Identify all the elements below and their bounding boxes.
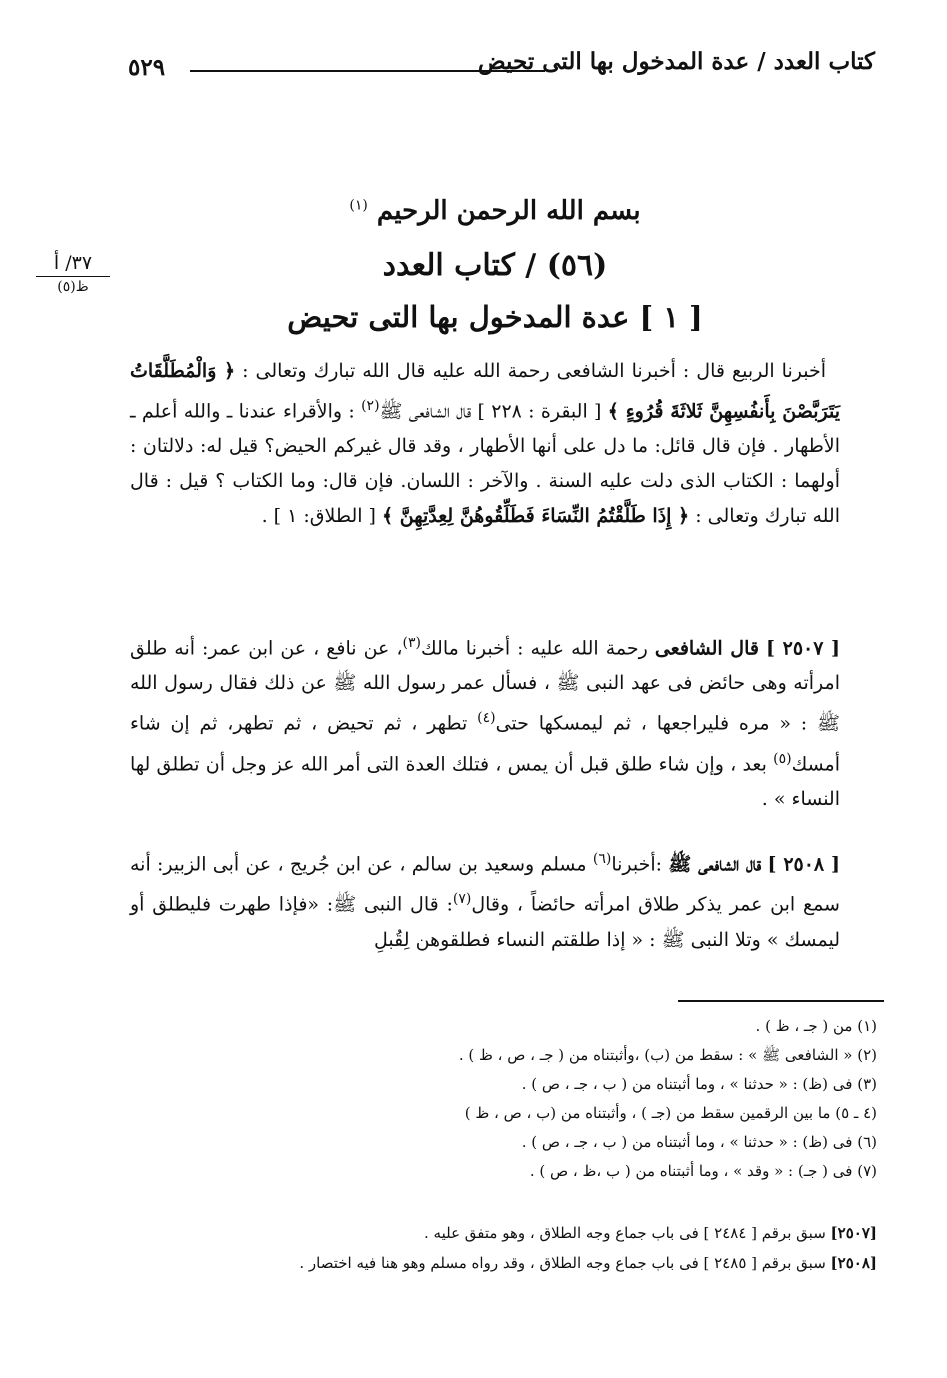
text-span: [ الطلاق: ١ ] . xyxy=(261,505,376,528)
footnote-marker: (٦) xyxy=(592,851,612,867)
manuscript-siglum: ظ(٥) xyxy=(57,279,89,295)
book-title: (٥٦) / كتاب العدد xyxy=(382,248,608,283)
text-span: رحمة الله عليه : أخبرنا مالك xyxy=(421,637,648,660)
narrator-lead: قال الشافعى xyxy=(654,637,759,660)
reference-text: سبق برقم [ ٢٤٨٥ ] فى باب جماع وجه الطلاق ، وقد رواه مسلم وهو هنا فيه اختصار . xyxy=(299,1254,826,1272)
footnote-item: (٢) « الشافعى ﷺ » : سقط من (ب) ،وأثبتناه من ( جـ ، ص ، ظ ) . xyxy=(458,1046,877,1064)
text-span: [ البقرة : ٢٢٨ ] قال الشافعى ﷺ xyxy=(379,400,602,423)
footnote-item: (٤ ـ ٥) ما بين الرقمين سقط من (جـ ) ، وأثبتناه من (ب ، ص ، ظ ) xyxy=(464,1104,877,1122)
reference-text: سبق برقم [ ٢٤٨٤ ] فى باب جماع وجه الطلاق ، وهو متفق عليه . xyxy=(424,1224,826,1242)
hadith-2508 xyxy=(130,842,840,958)
reference-tag: [٢٥٠٨] xyxy=(830,1254,877,1272)
text-span: : قال النبى ﷺ: «فإذا طهرت فليطلق أو ليمسك » وتلا النبى ﷺ : « إذا طلقتم النساء فطلقوهن لِقُبلِ xyxy=(130,893,840,951)
text-span: : والأقراء عندنا ـ والله أعلم ـ الأطهار . فإن قال قائل: ما دل على أنها الأطهار ، وقد قال غيركم الحيض؟ قيل له: دلالتان : أولهما : الكتاب الذى دلت عليه السنة . والآخر : اللسان. فإن قال: وما الكتاب ؟ قيل : قال الله تبارك وتعالى : xyxy=(130,400,840,528)
page-number: ٥٢٩ xyxy=(128,54,166,81)
footnote-item: (٣) فى (ظ) : « حدثنا » ، وما أثبتناه من ( ب ، جـ ، ص ) . xyxy=(521,1075,877,1093)
footnote-rule xyxy=(678,1000,884,1002)
basmala-text: بسم الله الرحمن الرحيم xyxy=(376,196,641,226)
basmala-heading xyxy=(200,196,790,226)
hadith-2507 xyxy=(130,626,840,817)
quran-verse: ﴿ وَالْمُطَلَّقَاتُ يَتَرَبَّصْنَ بِأَنفُسِهِنَّ ثَلاثَةَ قُرُوءٍ ﴾ xyxy=(130,360,840,423)
reference-item xyxy=(200,1218,877,1248)
text-span: أخبرنا الربيع قال : أخبرنا الشافعى رحمة الله عليه قال الله تبارك وتعالى : xyxy=(242,360,826,382)
text-span: مسلم وسعيد بن سالم ، عن ابن جُريج ، عن أبى الزبير: أنه سمع ابن عمر يذكر طلاق امرأته حائضاً ، وقال xyxy=(130,853,840,916)
footnote-marker: (١) xyxy=(349,197,368,214)
margin-manuscript-note xyxy=(36,252,110,295)
quran-verse: ﴿ إِذَا طَلَّقْتُمُ النِّسَاءَ فَطَلِّقُوهُنَّ لِعِدَّتِهِنَّ ﴾ xyxy=(382,505,690,528)
footnotes-list xyxy=(330,1012,877,1186)
references-list xyxy=(200,1218,877,1278)
text-span: :أخبرنا xyxy=(611,853,663,876)
intro-paragraph xyxy=(130,354,840,534)
reference-tag: [٢٥٠٧] xyxy=(830,1224,877,1242)
narrator-lead: قال الشافعى ﷺ xyxy=(668,853,762,876)
hadith-number: [ ٢٥٠٨ ] xyxy=(767,853,840,876)
footnote-item: (٦) فى (ظ) : « حدثنا » ، وما أثبتناه من ( ب ، جـ ، ص ) . xyxy=(521,1133,877,1151)
text-span: تطهر ، ثم تحيض ، ثم تطهر، ثم إن شاء أمسك xyxy=(130,712,840,775)
footnote-marker: (٧) xyxy=(452,891,472,908)
footnote-marker: (٤) xyxy=(477,710,496,727)
reference-item xyxy=(200,1248,877,1278)
text-span: بعد ، وإن شاء طلق قبل أن يمس ، فتلك العدة التى أمر الله عز وجل أن تطلق لها النساء » . xyxy=(130,752,840,810)
footnote-item: (٧) فى ( جـ) : « وقد » ، وما أثبتناه من ( ب ،ظ ، ص ) . xyxy=(529,1162,877,1180)
footnote-marker: (٢) xyxy=(361,398,380,414)
section-title: [ ١ ] عدة المدخول بها التى تحيض xyxy=(287,300,703,334)
running-header-title: كتاب العدد / عدة المدخول بها التى تحيض xyxy=(477,48,875,75)
text-span: ، عن نافع ، عن ابن عمر: أنه طلق امرأته وهى حائض فى عهد النبى ﷺ ، فسأل عمر رسول الله ﷺ عن ذلك فقال رسول الله ﷺ : « مره فليراجعها ، ثم ليمسكها حتى xyxy=(130,637,840,735)
header-rule xyxy=(190,70,545,72)
folio-reference: ٣٧/ أ xyxy=(36,252,110,277)
hadith-number: [ ٢٥٠٧ ] xyxy=(766,637,841,660)
footnote-marker: (٣) xyxy=(402,635,422,651)
footnote-marker: (٥) xyxy=(773,750,792,767)
footnote-item: (١) من ( جـ ، ظ ) . xyxy=(755,1017,877,1035)
